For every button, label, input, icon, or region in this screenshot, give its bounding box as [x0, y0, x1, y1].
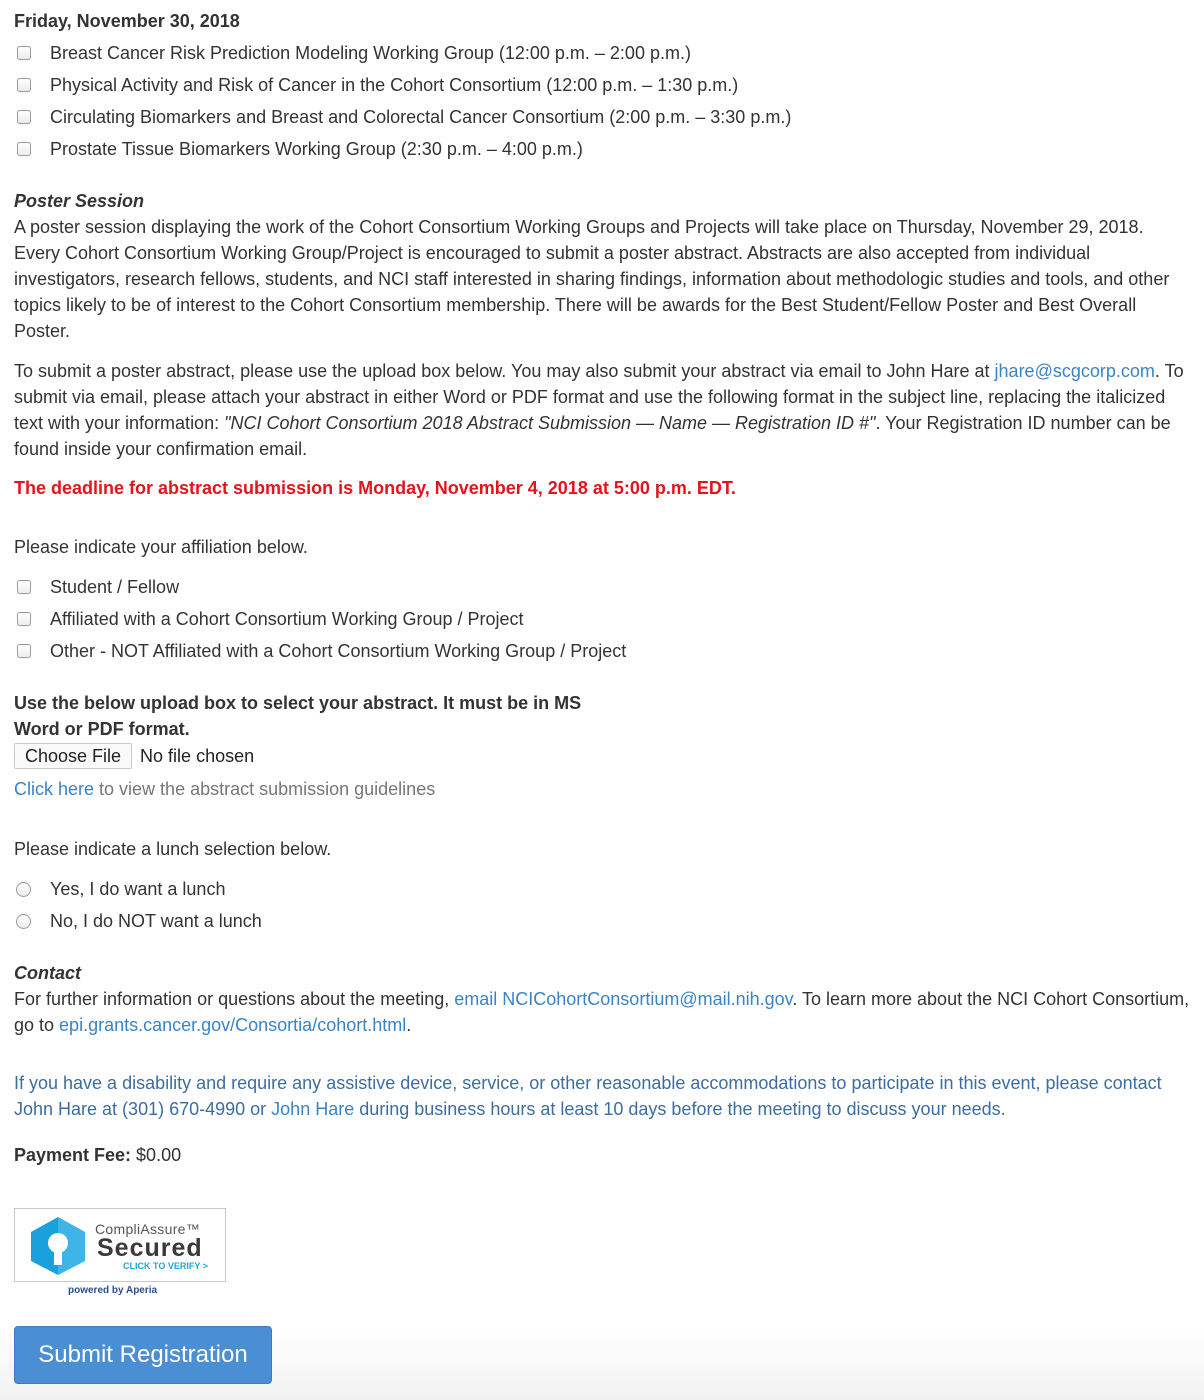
lunch-option[interactable]	[14, 877, 225, 901]
choose-file-button[interactable]: Choose File	[14, 743, 132, 769]
lunch-option-label: No, I do NOT want a lunch	[50, 911, 262, 931]
contact-heading: Contact	[14, 963, 81, 983]
workshop-option-label: Prostate Tissue Biomarkers Working Group (2:30 p.m. – 4:00 p.m.)	[50, 139, 583, 159]
affiliation-option[interactable]	[14, 575, 179, 599]
accessibility-text: If you have a disability and require any assistive device, service, or other reasonable accommodations to participate in this event, please contact John Hare at (301) 670-4990 or	[14, 1073, 1162, 1119]
instructions-text: To submit a poster abstract, please use the upload box below. You may also submit your abstract via email to John Hare at	[14, 361, 995, 381]
checkbox[interactable]	[17, 580, 31, 594]
checkbox[interactable]	[17, 78, 31, 92]
affiliation-option-label: Student / Fellow	[50, 577, 180, 597]
checkbox[interactable]	[17, 612, 31, 626]
contact-text	[14, 986, 1190, 1038]
badge-secured: Secured	[97, 1234, 203, 1262]
lunch-prompt: Please indicate a lunch selection below.	[14, 839, 332, 859]
radio-button[interactable]	[16, 914, 31, 929]
contact-email-link[interactable]: email NCICohortConsortium@mail.nih.gov	[454, 989, 793, 1009]
checkbox[interactable]	[17, 142, 31, 156]
checkbox[interactable]	[17, 110, 31, 124]
consortium-site-link[interactable]: epi.grants.cancer.gov/Consortia/cohort.html	[59, 1015, 407, 1035]
affiliation-option-label: Other - NOT Affiliated with a Cohort Consortium Working Group / Project	[50, 641, 627, 661]
compliassure-badge[interactable]	[14, 1208, 226, 1282]
guidelines-line	[14, 776, 435, 802]
workshop-date-heading: Friday, November 30, 2018	[14, 11, 240, 31]
payment-fee-value: $0.00	[131, 1145, 182, 1165]
badge-verify-link[interactable]: CLICK TO VERIFY >	[123, 1261, 208, 1271]
file-status: No file chosen	[140, 745, 255, 766]
lunch-option[interactable]	[14, 909, 262, 933]
workshop-option[interactable]	[14, 137, 583, 161]
shield-lock-icon	[27, 1215, 89, 1277]
affiliation-option[interactable]	[14, 639, 626, 663]
guidelines-link[interactable]: Click here	[14, 779, 95, 799]
workshop-option[interactable]	[14, 41, 691, 65]
checkbox[interactable]	[17, 46, 31, 60]
instructions-text: . Your Registration ID number can be found inside your confirmation email.	[14, 413, 1171, 459]
lunch-option-label: Yes, I do want a lunch	[50, 879, 226, 899]
badge-brand: CompliAssure™	[95, 1221, 201, 1237]
accessibility-notice	[14, 1070, 1190, 1122]
email-link-jhare[interactable]: jhare@scgcorp.com	[994, 361, 1155, 381]
poster-description: A poster session displaying the work of the Cohort Consortium Working Groups and Projects will take place on Thursday, November 29, 2018. Every Cohort Consortium Working Group/Project is encouraged to submit a poster abstract. Abstracts are also accepted from individual investigators, research fellows, students, and NCI staff interested in sharing findings, information about methodologic studies and tools, and other topics likely to be of interest to the Cohort Consortium membership. There will be awards for the Best Student/Fellow Poster and Best Overall Poster.	[14, 217, 1170, 341]
badge-powered-by: powered by Aperia	[68, 1285, 158, 1296]
subject-format: "NCI Cohort Consortium 2018 Abstract Submission — Name — Registration ID #"	[224, 413, 876, 433]
instructions-text: . To submit via email, please attach your abstract in either Word or PDF format and use the following format in the subject line, replacing the italicized text with your information:	[14, 361, 1184, 433]
workshop-option-label: Breast Cancer Risk Prediction Modeling Working Group (12:00 p.m. – 2:00 p.m.)	[50, 43, 691, 63]
file-upload-input[interactable]	[14, 742, 254, 770]
payment-fee-label: Payment Fee:	[14, 1145, 132, 1165]
affiliation-option[interactable]	[14, 607, 524, 631]
affiliation-option-label: Affiliated with a Cohort Consortium Working Group / Project	[50, 609, 524, 629]
workshop-option[interactable]	[14, 73, 738, 97]
poster-submit-instructions	[14, 358, 1190, 462]
affiliation-prompt: Please indicate your affiliation below.	[14, 537, 308, 557]
contact-text-part: . To learn more about the NCI Cohort Consortium, go to	[14, 989, 1190, 1035]
contact-text-part: For further information or questions about the meeting,	[14, 989, 455, 1009]
john-hare-link[interactable]: John Hare	[271, 1099, 355, 1119]
workshop-option-label: Circulating Biomarkers and Breast and Colorectal Cancer Consortium (2:00 p.m. – 3:30 p.m.)	[50, 107, 792, 127]
deadline-notice: The deadline for abstract submission is Monday, November 4, 2018 at 5:00 p.m. EDT.	[14, 478, 736, 498]
workshop-option[interactable]	[14, 105, 791, 129]
accessibility-text: during business hours at least 10 days before the meeting to discuss your needs.	[354, 1099, 1006, 1119]
radio-button[interactable]	[16, 882, 31, 897]
payment-fee	[14, 1142, 181, 1168]
submit-registration-button[interactable]: Submit Registration	[14, 1326, 272, 1384]
poster-session-heading: Poster Session	[14, 191, 145, 211]
checkbox[interactable]	[17, 644, 31, 658]
contact-text-part: .	[406, 1015, 412, 1035]
upload-label: Use the below upload box to select your abstract. It must be in MS Word or PDF format.	[14, 693, 582, 739]
guidelines-text: to view the abstract submission guidelines	[94, 779, 436, 799]
workshop-option-label: Physical Activity and Risk of Cancer in the Cohort Consortium (12:00 p.m. – 1:30 p.m.)	[50, 75, 739, 95]
